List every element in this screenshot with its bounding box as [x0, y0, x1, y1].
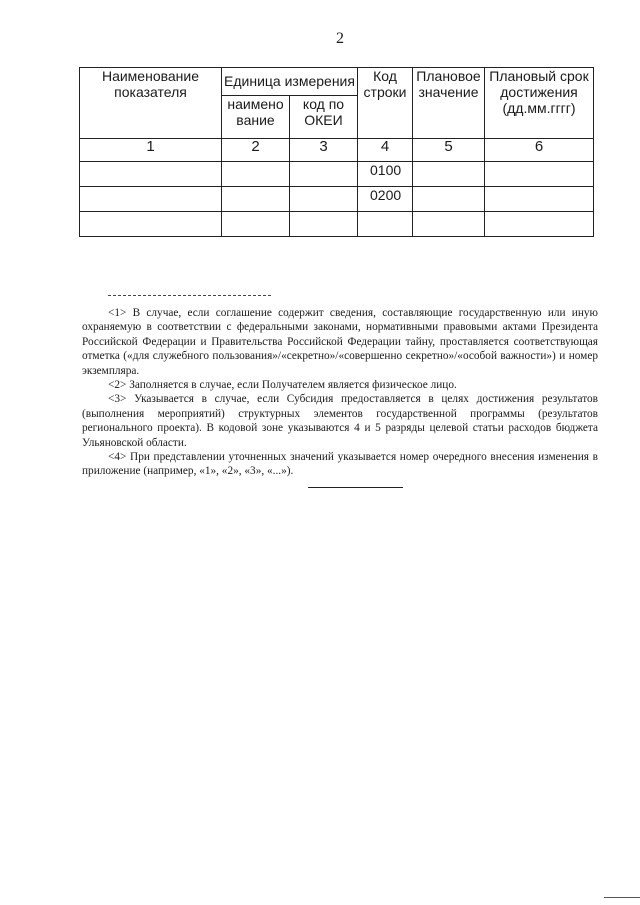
cell-planned-value	[413, 162, 485, 187]
cell-unit-okei	[290, 187, 358, 212]
header-planned-value: Плановое значение	[413, 68, 485, 139]
cell-unit-name	[222, 162, 290, 187]
header-unit-okei: код по ОКЕИ	[290, 96, 358, 139]
cell-row-code	[358, 212, 413, 237]
cell-planned-date	[485, 162, 594, 187]
cell-indicator-name	[80, 162, 222, 187]
header-indicator-name: Наименование показателя	[80, 68, 222, 139]
page-number: 2	[336, 30, 344, 47]
cell-unit-okei	[290, 212, 358, 237]
header-row-code: Код строки	[358, 68, 413, 139]
header-planned-date: Плановый срок достижения (дд.мм.гггг)	[485, 68, 594, 139]
column-number: 3	[290, 139, 358, 162]
header-unit-name: наимено вание	[222, 96, 290, 139]
cell-planned-date	[485, 187, 594, 212]
footnote-2: <2> Заполняется в случае, если Получателем является физическое лицо.	[108, 379, 457, 392]
cell-planned-date	[485, 212, 594, 237]
column-number: 1	[80, 139, 222, 162]
footnote-3: <3> Указывается в случае, если Субсидия предоставляется в целях достижения результатов (выполнения мероприятий) структурных элементов государственной программы (результатов регионального проекта). В кодовой зоне указываются 4 и 5 разряды целевой статьи расходов бюджета Ульяновской области.	[82, 393, 598, 449]
cell-unit-okei	[290, 162, 358, 187]
column-number: 4	[358, 139, 413, 162]
header-unit-group: Единица измерения	[222, 68, 358, 96]
cell-row-code: 0200	[358, 187, 413, 212]
table-row	[80, 162, 594, 187]
cell-row-code: 0100	[358, 162, 413, 187]
column-numbers-row	[80, 139, 594, 162]
table-row	[80, 187, 594, 212]
footnote-1: <1> В случае, если соглашение содержит сведения, составляющие государственную или иную охраняемую в соответствии с федеральными законами, нормативными правовыми актами Президента Российской Федерации и Правительства Российской Федерации тайну, проставляется соответствующая отметка («для служебного пользования»/«секретно»/«совершенно секретно»/«особой важности») и номер экземпляра.	[82, 307, 598, 377]
cell-unit-name	[222, 187, 290, 212]
cell-indicator-name	[80, 212, 222, 237]
footnote-separator	[108, 295, 271, 296]
column-number: 2	[222, 139, 290, 162]
column-number: 6	[485, 139, 594, 162]
column-number: 5	[413, 139, 485, 162]
end-of-document-line	[308, 487, 403, 488]
table-header-row	[80, 68, 594, 96]
indicators-table	[79, 67, 594, 237]
cell-planned-value	[413, 187, 485, 212]
table-row	[80, 212, 594, 237]
scan-corner-mark	[604, 897, 640, 898]
footnote-4: <4> При представлении уточненных значений указывается номер очередного внесения изменения в приложение (например, «1», «2», «3», «...»).	[82, 451, 598, 478]
cell-indicator-name	[80, 187, 222, 212]
footnotes	[82, 295, 598, 479]
cell-planned-value	[413, 212, 485, 237]
cell-unit-name	[222, 212, 290, 237]
